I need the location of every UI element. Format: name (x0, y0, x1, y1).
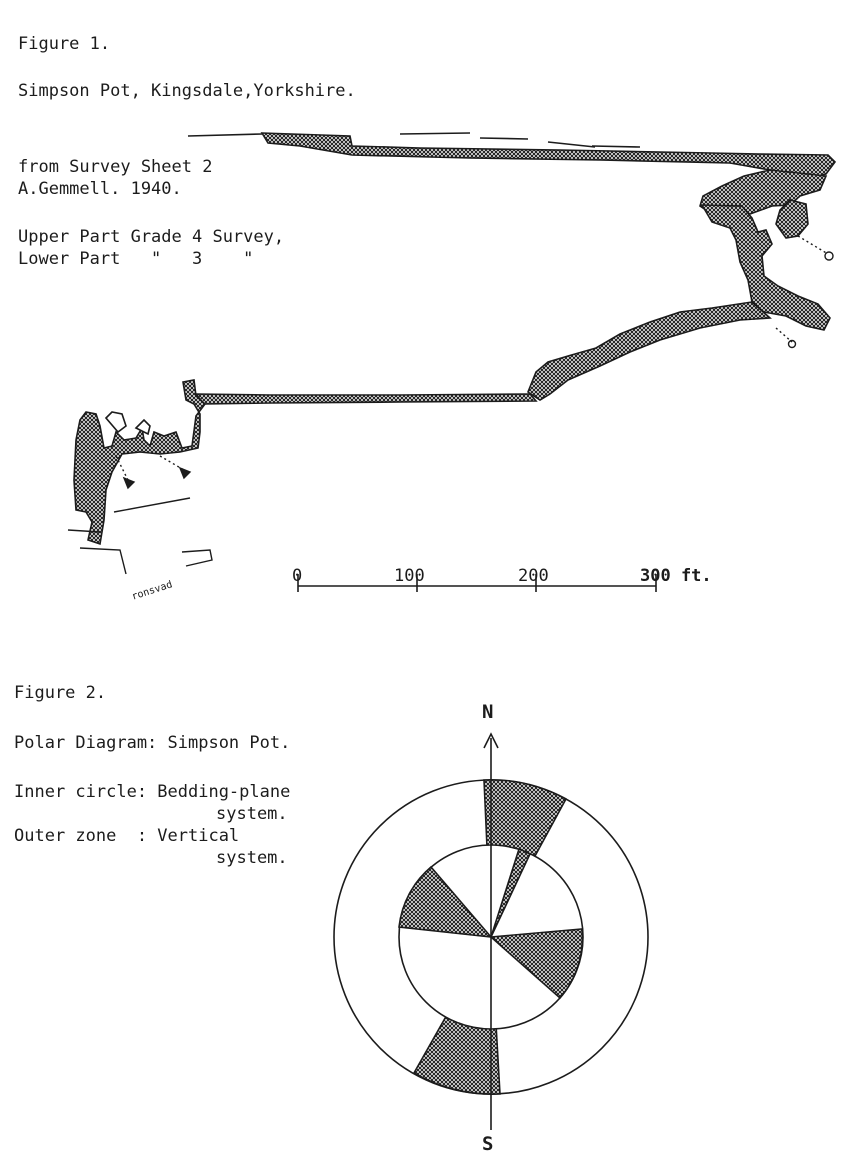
terminal-notch (106, 412, 126, 432)
compass-north-label: N (482, 701, 494, 723)
scale-tick-200: 200 (518, 566, 549, 586)
compass-south-label: S (482, 1133, 494, 1155)
scale-tick-100: 100 (394, 566, 425, 586)
scale-tick-300: 300 ft. (640, 566, 712, 586)
surface-line (188, 134, 262, 136)
scale-tick-0: 0 (292, 566, 303, 586)
cave-survey-section (74, 133, 835, 544)
terminal-shaft-series (74, 380, 205, 544)
surface-dash-3 (548, 142, 595, 147)
survey-source-line2: A.Gemmell. 1940. (18, 179, 182, 199)
surface-dash-4 (592, 146, 640, 147)
survey-source-line1: from Survey Sheet 2 (18, 157, 213, 177)
figure1-title: Simpson Pot, Kingsdale,Yorkshire. (18, 81, 356, 101)
figure2-label: Figure 2. (14, 683, 107, 703)
handwritten-note: ronsvad (130, 579, 174, 603)
lower-passage (196, 394, 536, 404)
legend-inner-line2: system. (216, 804, 288, 824)
figure2-title: Polar Diagram: Simpson Pot. (14, 733, 291, 753)
survey-markers (68, 236, 833, 574)
terminal-notch-2 (136, 420, 150, 434)
surface-dash-2 (480, 138, 528, 139)
legend-inner-line1: Inner circle: Bedding-plane (14, 782, 291, 802)
scale-bar (298, 574, 656, 592)
polar-diagram (334, 734, 648, 1130)
upper-passage (262, 133, 835, 178)
legend-outer-line1: Outer zone : Vertical (14, 826, 240, 846)
survey-grade-line1: Upper Part Grade 4 Survey, (18, 227, 285, 247)
inclined-passage (528, 302, 770, 400)
legend-outer-line2: system. (216, 848, 288, 868)
survey-grade-line2: Lower Part " 3 " (18, 249, 254, 269)
surface-dash-1 (400, 133, 470, 134)
figure1-label: Figure 1. (18, 34, 111, 54)
